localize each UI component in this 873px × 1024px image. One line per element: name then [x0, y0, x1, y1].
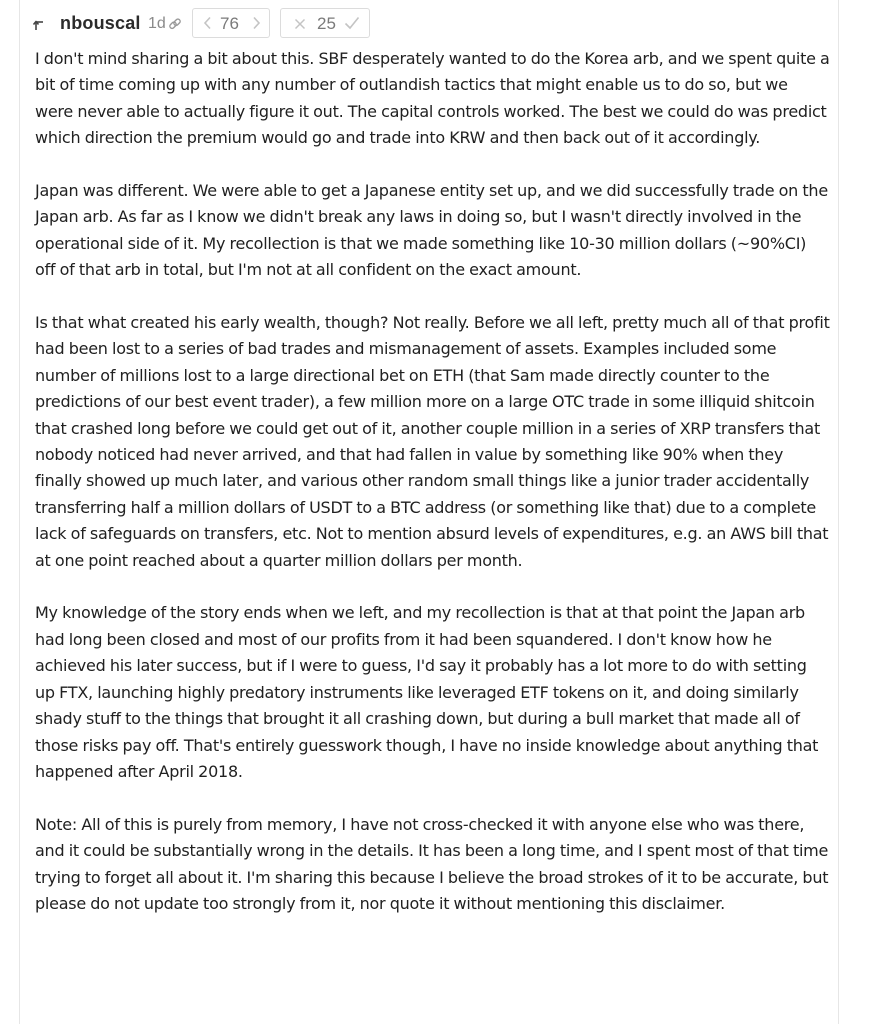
comment-author[interactable]: nbouscal [60, 13, 141, 33]
agreement-score: 25 [317, 14, 336, 33]
comment-meta [20, 8, 820, 40]
check-icon[interactable] [344, 16, 356, 30]
parent-comment-icon[interactable] [33, 17, 47, 31]
karma-vote [192, 8, 270, 38]
comment-paragraph: Japan was different. We were able to get a Japanese entity set up, and we did successfully trade on the Japan arb. As far as I know we didn't break any laws in doing so, but I wasn't directly involved in the operational side of it. My recollection is that we made something like 10-30 million dollars (~90%CI) off of that arb in total, but I'm not at all confident on the exact amount. [35, 181, 828, 280]
comment-paragraph: Note: All of this is purely from memory, I have not cross-checked it with anyone else who was there, and it could be substantially wrong in the details. It has been a long time, and I spent most of that time trying to forget all about it. I'm sharing this because I believe the broad strokes of it to be accurate, but please do not update too strongly from it, nor quote it without mentioning this disclaimer. [35, 814, 829, 913]
link-icon[interactable] [168, 17, 182, 31]
chevron-left-icon[interactable] [202, 16, 214, 30]
comment-date[interactable]: 1d [148, 15, 166, 32]
x-icon[interactable] [294, 17, 306, 31]
comment-paragraph: My knowledge of the story ends when we left, and my recollection is that at that point the Japan arb had long been closed and most of our profits from it had been squandered. I don't know how he achieved his later success, but if I were to guess, I'd say it probably has a lot more to do with setting up FTX, launching highly predatory instruments like leveraged ETF tokens on it, and doing similarly shady stuff to the things that brought it all crashing down, but during a bull market that made all of those risks pay off. That's entirely guesswork though, I have no inside knowledge about anything that happened after April 2018. [35, 603, 819, 781]
karma-score: 76 [220, 14, 239, 33]
agreement-vote [280, 8, 370, 38]
comment-paragraph: Is that what created his early wealth, though? Not really. Before we all left, pretty much all of that profit had been lost to a series of bad trades and mismanagement of assets. Examples included some number of millions lost to a large directional bet on ETH (that Sam made directly counter to the predictions of our best event trader), a few million more on a large OTC trade in some illiquid shitcoin that crashed long before we could get out of it, another couple million in a series of XRP transfers that nobody noticed had never arrived, and that had fallen in value by something like 90% when they finally showed up much later, and various other random small things like a junior trader accidentally transferring half a million dollars of USDT to a BTC address (or something like that) due to a complete lack of safeguards on transfers, etc. Not to mention absurd levels of expenditures, e.g. an AWS bill that at one point reached about a quarter million dollars per month. [35, 313, 830, 570]
comment-body [35, 46, 830, 944]
comment [19, 0, 839, 1024]
comment-paragraph: I don't mind sharing a bit about this. SBF desperately wanted to do the Korea arb, and we spent quite a bit of time coming up with any number of outlandish tactics that might enable us to do so, but we were never able to actually figure it out. The capital controls worked. The best we could do was predict which direction the premium would go and trade into KRW and then back out of it accordingly. [35, 49, 830, 148]
chevron-right-icon[interactable] [250, 16, 262, 30]
